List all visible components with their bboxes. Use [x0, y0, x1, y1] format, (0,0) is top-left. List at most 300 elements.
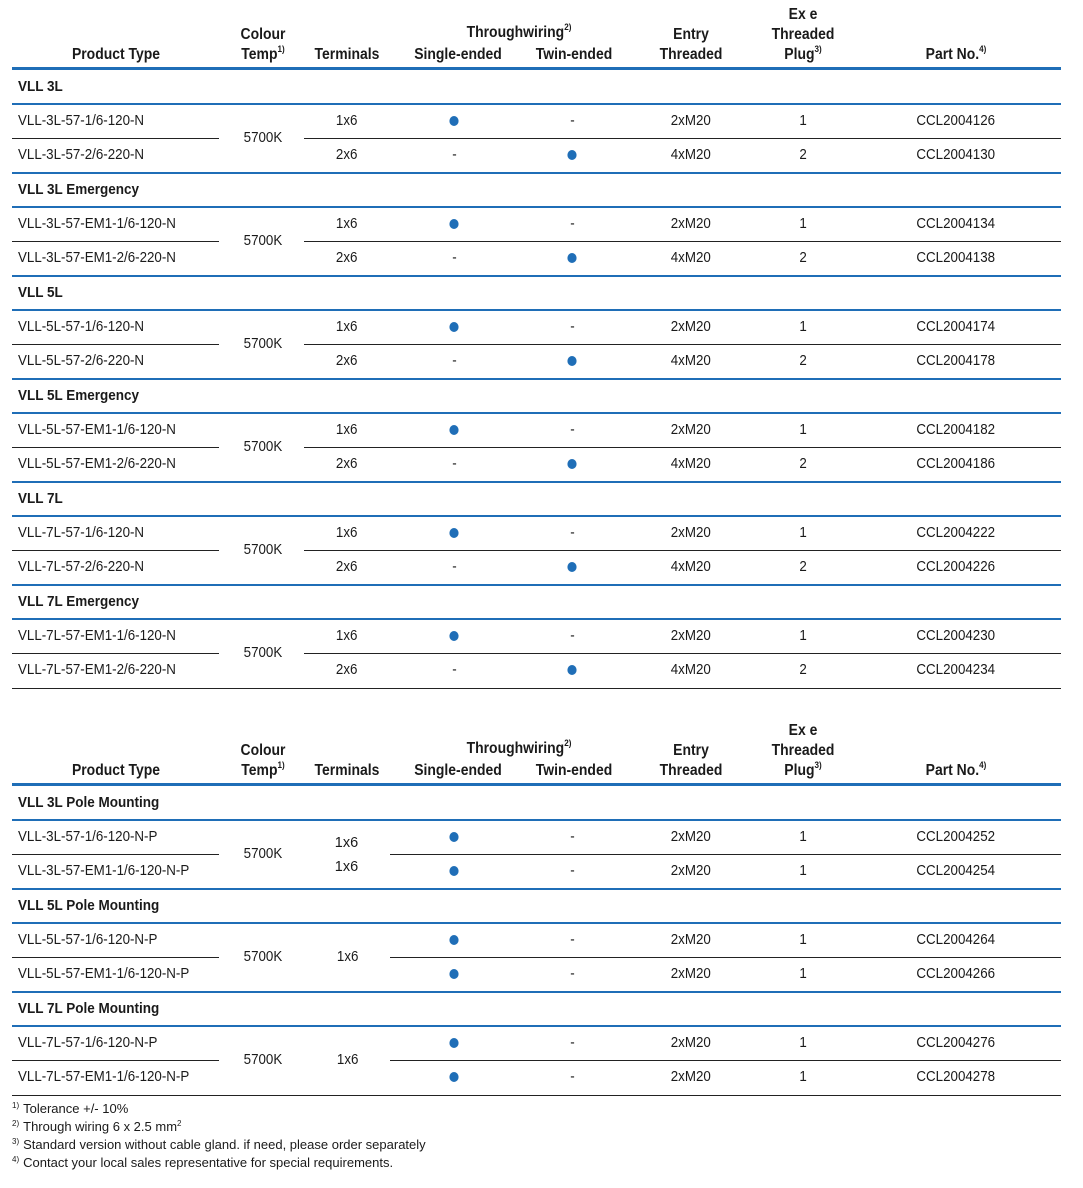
- footnote-text: Through wiring 6 x 2.5 mm: [23, 1119, 178, 1134]
- single-ended-cell: [404, 1061, 504, 1094]
- threaded-plug-cell: [773, 139, 833, 172]
- table-body: [12, 786, 1061, 1094]
- header-part-no-text: Part No.: [925, 762, 980, 779]
- twin-ended-cell: [522, 654, 622, 687]
- entry-threaded-cell: [646, 414, 736, 447]
- colour-temp-text: 5700K: [243, 949, 283, 965]
- single-ended-cell: [404, 517, 504, 550]
- row-divider: [12, 550, 219, 551]
- product-type-text: VLL-3L-57-EM1-1/6-120-N-P: [18, 863, 190, 879]
- threaded-plug-cell-text: 1: [799, 1035, 807, 1051]
- section-title: VLL 5L Pole Mounting: [18, 897, 160, 914]
- entry-threaded-cell-text: 2xM20: [670, 113, 712, 129]
- row-divider: [12, 447, 219, 448]
- product-table-standard: [12, 0, 1061, 687]
- part-number-cell-text: CCL2004230: [916, 628, 996, 644]
- twin-ended-cell: [522, 1061, 622, 1094]
- threaded-plug-cell-text: 1: [799, 113, 807, 129]
- single-ended-cell: [404, 958, 504, 991]
- header-entry-threaded-text: Threaded: [659, 46, 723, 63]
- terminals-cell-text: 2x6: [336, 147, 358, 163]
- colour-temp-text: 5700K: [243, 645, 283, 661]
- header-ex-e-threaded-plug-line: [758, 741, 848, 761]
- dash: -: [569, 1069, 575, 1085]
- colour-temp-text: 5700K: [243, 439, 283, 455]
- twin-ended-cell: [522, 821, 622, 854]
- header-entry-threaded-line: [651, 45, 732, 65]
- terminals-line: 1x6: [334, 835, 359, 851]
- section-heading: [12, 173, 1061, 208]
- footnote-ref: 2): [564, 738, 572, 748]
- product-type-text: VLL-7L-57-2/6-220-N: [18, 559, 145, 575]
- header-ex-e-threaded-plug-line: [758, 721, 848, 741]
- header-ex-e-threaded-plug-line: [758, 761, 848, 781]
- header-entry-threaded-line: [651, 25, 732, 45]
- product-type-text: VLL-7L-57-EM1-1/6-120-N-P: [18, 1069, 190, 1085]
- row-divider: [304, 241, 1061, 242]
- bullet-dot-icon: [449, 832, 458, 842]
- section-title: VLL 5L Emergency: [18, 387, 140, 404]
- product-type-cell: [18, 1027, 170, 1060]
- header-ex-e-threaded-plug-text: Threaded: [771, 26, 835, 43]
- footnote-ref: 1): [277, 44, 285, 54]
- bullet-dot-icon: [567, 562, 576, 572]
- bullet-dot-icon: [449, 935, 458, 945]
- part-number-cell-text: CCL2004252: [916, 829, 996, 845]
- product-type-text: VLL-5L-57-2/6-220-N: [18, 353, 145, 369]
- part-number-cell: [886, 517, 1026, 550]
- terminals-cell-text: 1x6: [336, 113, 358, 129]
- terminals-cell-text: 1x6: [336, 422, 358, 438]
- part-number-cell-text: CCL2004174: [916, 319, 996, 335]
- entry-threaded-cell-text: 2xM20: [670, 966, 712, 982]
- header-twin-ended-line: [525, 45, 624, 65]
- product-type-cell: [18, 414, 190, 447]
- header-single-ended-text: Single-ended: [414, 762, 502, 779]
- entry-threaded-cell-text: 2xM20: [670, 932, 712, 948]
- header-twin-ended-line: [525, 761, 624, 781]
- bullet-dot-icon: [449, 1072, 458, 1082]
- product-type-cell: [18, 821, 170, 854]
- threaded-plug-cell: [773, 958, 833, 991]
- threaded-plug-cell: [773, 855, 833, 888]
- entry-threaded-cell: [646, 345, 736, 378]
- threaded-plug-cell-text: 1: [799, 628, 807, 644]
- header-twin-ended: [525, 45, 624, 65]
- product-type-cell: [18, 1061, 204, 1094]
- bullet-dot-icon: [449, 322, 458, 332]
- table-row: [12, 1061, 1061, 1094]
- threaded-plug-cell-text: 2: [799, 353, 807, 369]
- section-title: VLL 5L: [18, 284, 63, 301]
- entry-threaded-cell: [646, 654, 736, 687]
- product-type-cell: [18, 242, 190, 275]
- product-type-cell: [18, 345, 155, 378]
- header-colour-temp-line: [223, 25, 304, 45]
- terminals-cell-text: 1x6: [336, 216, 358, 232]
- dash: -: [569, 966, 575, 982]
- header-colour-temp-line: [223, 45, 304, 65]
- twin-ended-cell: [522, 958, 622, 991]
- entry-threaded-cell: [646, 821, 736, 854]
- entry-threaded-cell: [646, 208, 736, 241]
- footnote-text: Tolerance +/- 10%: [23, 1101, 129, 1116]
- threaded-plug-cell-text: 1: [799, 319, 807, 335]
- entry-threaded-cell: [646, 1061, 736, 1094]
- entry-threaded-cell: [646, 924, 736, 957]
- colour-temp-text: 5700K: [243, 233, 283, 249]
- terminals-cell: [307, 654, 387, 687]
- header-colour-temp-text: Colour: [240, 742, 286, 759]
- row-group: [12, 517, 1061, 584]
- terminals-cell: [307, 105, 387, 138]
- table-row: [12, 821, 1061, 854]
- header-terminals-text: Terminals: [314, 46, 380, 63]
- colour-temp-text: 5700K: [243, 336, 283, 352]
- product-type-text: VLL-3L-57-EM1-2/6-220-N: [18, 250, 176, 266]
- part-number-cell: [886, 654, 1026, 687]
- terminals-cell-text: 2x6: [336, 559, 358, 575]
- part-number-cell-text: CCL2004266: [916, 966, 996, 982]
- threaded-plug-cell-text: 1: [799, 829, 807, 845]
- part-number-cell-text: CCL2004186: [916, 456, 996, 472]
- header-single-ended: [404, 761, 512, 781]
- dash: -: [451, 559, 457, 575]
- twin-ended-cell: [522, 448, 622, 481]
- single-ended-cell: [404, 551, 504, 584]
- table-row: [12, 855, 1061, 888]
- product-type-text: VLL-7L-57-EM1-2/6-220-N: [18, 662, 176, 678]
- terminals-cell: [307, 448, 387, 481]
- colour-temp-cell: [218, 414, 308, 481]
- dash: -: [451, 353, 457, 369]
- footnote-mark: 2): [12, 1119, 20, 1128]
- group-end-line: [12, 1095, 1061, 1096]
- threaded-plug-cell: [773, 654, 833, 687]
- table-row: [12, 654, 1061, 687]
- footnote-ref: 3): [814, 760, 822, 770]
- twin-ended-cell: [522, 855, 622, 888]
- footnote-text: Contact your local sales representative for special requirements.: [23, 1155, 394, 1170]
- section-heading: [12, 786, 1061, 821]
- bullet-dot-icon: [567, 253, 576, 263]
- section-title: VLL 7L Emergency: [18, 593, 140, 610]
- threaded-plug-cell: [773, 517, 833, 550]
- product-table-pole-mounting: [12, 716, 1061, 1094]
- threaded-plug-cell: [773, 448, 833, 481]
- header-terminals-line: [307, 45, 388, 65]
- table-row: [12, 345, 1061, 378]
- entry-threaded-cell: [646, 1027, 736, 1060]
- header-throughwiring: [429, 23, 609, 43]
- entry-threaded-cell: [646, 958, 736, 991]
- bullet-dot-icon: [567, 356, 576, 366]
- footnote-mark: 3): [12, 1137, 20, 1146]
- entry-threaded-cell: [646, 551, 736, 584]
- dash: -: [569, 113, 575, 129]
- part-number-cell: [886, 855, 1026, 888]
- header-colour-temp-text: Temp: [241, 46, 278, 63]
- single-ended-cell: [404, 821, 504, 854]
- colour-temp-cell: [218, 208, 308, 275]
- terminals-cell: [304, 831, 389, 879]
- threaded-plug-cell: [773, 620, 833, 653]
- threaded-plug-cell: [773, 311, 833, 344]
- product-type-cell: [18, 654, 190, 687]
- threaded-plug-cell: [773, 1027, 833, 1060]
- header-ex-e-threaded-plug: [758, 721, 848, 781]
- section-heading: [12, 992, 1061, 1027]
- threaded-plug-cell-text: 1: [799, 863, 807, 879]
- header-throughwiring: [429, 739, 609, 759]
- header-ex-e-threaded-plug-line: [758, 45, 848, 65]
- footnotes: [12, 1100, 426, 1172]
- entry-threaded-cell: [646, 242, 736, 275]
- colour-temp-cell: [218, 517, 308, 584]
- header-ex-e-threaded-plug-text: Plug: [784, 46, 815, 63]
- header-ex-e-threaded-plug-text: Threaded: [771, 742, 835, 759]
- terminals-line: 1x6: [334, 859, 359, 875]
- header-part-no: [902, 761, 1010, 781]
- header-ex-e-threaded-plug-text: Ex e: [788, 6, 818, 23]
- bullet-dot-icon: [567, 150, 576, 160]
- footnote-superscript: 2: [177, 1119, 182, 1128]
- terminals-cell-text: 1x6: [336, 525, 358, 541]
- header-entry-threaded-line: [651, 741, 732, 761]
- product-type-cell: [18, 620, 190, 653]
- table-row: [12, 924, 1061, 957]
- footnote-item: [12, 1100, 426, 1118]
- header-colour-temp-line: [223, 761, 304, 781]
- colour-temp-cell: [218, 105, 308, 172]
- twin-ended-cell: [522, 105, 622, 138]
- threaded-plug-cell-text: 1: [799, 525, 807, 541]
- product-type-cell: [18, 311, 155, 344]
- entry-threaded-cell-text: 4xM20: [670, 456, 712, 472]
- header-entry-threaded-text: Threaded: [659, 762, 723, 779]
- header-throughwiring-text: Throughwiring: [466, 740, 565, 757]
- table-row: [12, 551, 1061, 584]
- bullet-dot-icon: [449, 1038, 458, 1048]
- entry-threaded-cell-text: 2xM20: [670, 216, 712, 232]
- terminals-cell: [305, 924, 390, 991]
- footnote-ref: 1): [277, 760, 285, 770]
- row-divider: [390, 854, 1061, 855]
- terminals-cell: [307, 311, 387, 344]
- entry-threaded-cell: [646, 139, 736, 172]
- section-title: VLL 3L: [18, 78, 63, 95]
- section-heading: [12, 70, 1061, 105]
- row-divider: [390, 957, 1061, 958]
- part-number-cell-text: CCL2004130: [916, 147, 996, 163]
- part-number-cell: [886, 958, 1026, 991]
- part-number-cell-text: CCL2004278: [916, 1069, 996, 1085]
- header-throughwiring-text: Throughwiring: [466, 24, 565, 41]
- terminals-cell-text: 2x6: [336, 662, 358, 678]
- part-number-cell-text: CCL2004264: [916, 932, 996, 948]
- dash: -: [569, 1035, 575, 1051]
- threaded-plug-cell-text: 1: [799, 1069, 807, 1085]
- table-row: [12, 448, 1061, 481]
- twin-ended-cell: [522, 414, 622, 447]
- section-heading: [12, 889, 1061, 924]
- header-entry-threaded: [651, 25, 732, 65]
- single-ended-cell: [404, 105, 504, 138]
- colour-temp-cell: [218, 1027, 308, 1094]
- footnote-item: [12, 1154, 426, 1172]
- terminals-text: 1x6: [336, 1052, 359, 1068]
- threaded-plug-cell: [773, 345, 833, 378]
- section-heading: [12, 482, 1061, 517]
- footnote-ref: 4): [979, 760, 987, 770]
- dash: -: [451, 662, 457, 678]
- header-twin-ended-text: Twin-ended: [535, 762, 613, 779]
- header-colour-temp-text: Colour: [240, 26, 286, 43]
- part-number-cell: [886, 242, 1026, 275]
- colour-temp-text: 5700K: [243, 1052, 283, 1068]
- part-number-cell: [886, 139, 1026, 172]
- twin-ended-cell: [522, 208, 622, 241]
- twin-ended-cell: [522, 620, 622, 653]
- table-row: [12, 311, 1061, 344]
- single-ended-cell: [404, 855, 504, 888]
- part-number-cell-text: CCL2004182: [916, 422, 996, 438]
- part-number-cell-text: CCL2004226: [916, 559, 996, 575]
- entry-threaded-cell-text: 2xM20: [670, 829, 712, 845]
- colour-temp-cell: [218, 924, 308, 991]
- single-ended-cell: [404, 654, 504, 687]
- dash: -: [451, 456, 457, 472]
- entry-threaded-cell: [646, 448, 736, 481]
- entry-threaded-cell-text: 4xM20: [670, 147, 712, 163]
- threaded-plug-cell-text: 2: [799, 559, 807, 575]
- header-terminals-line: [307, 761, 388, 781]
- product-type-text: VLL-3L-57-1/6-120-N-P: [18, 829, 158, 845]
- part-number-cell: [886, 414, 1026, 447]
- header-product-type: [26, 45, 206, 65]
- product-type-text: VLL-5L-57-EM1-1/6-120-N: [18, 422, 176, 438]
- row-group: [12, 105, 1061, 172]
- header-product-type-text: Product Type: [71, 762, 161, 779]
- part-number-cell: [886, 345, 1026, 378]
- threaded-plug-cell: [773, 924, 833, 957]
- part-number-cell: [886, 924, 1026, 957]
- dash: -: [569, 628, 575, 644]
- section-heading: [12, 585, 1061, 620]
- twin-ended-cell: [522, 139, 622, 172]
- colour-temp-text: 5700K: [243, 846, 283, 862]
- row-group: [12, 208, 1061, 275]
- product-type-text: VLL-5L-57-1/6-120-N: [18, 319, 145, 335]
- part-number-cell: [886, 1027, 1026, 1060]
- entry-threaded-cell-text: 2xM20: [670, 1069, 712, 1085]
- table-row: [12, 517, 1061, 550]
- header-twin-ended-text: Twin-ended: [535, 46, 613, 63]
- single-ended-cell: [404, 620, 504, 653]
- row-group: [12, 311, 1061, 378]
- header-ex-e-threaded-plug-line: [758, 25, 848, 45]
- product-type-cell: [18, 208, 190, 241]
- threaded-plug-cell: [773, 821, 833, 854]
- footnote-mark: 1): [12, 1101, 20, 1110]
- row-divider: [304, 653, 1061, 654]
- terminals-cell-text: 1x6: [336, 628, 358, 644]
- section-heading: [12, 276, 1061, 311]
- part-number-cell-text: CCL2004222: [916, 525, 996, 541]
- entry-threaded-cell-text: 2xM20: [670, 525, 712, 541]
- part-number-cell: [886, 105, 1026, 138]
- section-heading: [12, 379, 1061, 414]
- row-group: [12, 620, 1061, 687]
- table-row: [12, 242, 1061, 275]
- header-ex-e-threaded-plug-text: Ex e: [788, 722, 818, 739]
- terminals-cell: [307, 139, 387, 172]
- header-entry-threaded-text: Entry: [673, 26, 709, 43]
- dash: -: [569, 525, 575, 541]
- single-ended-cell: [404, 448, 504, 481]
- threaded-plug-cell-text: 2: [799, 456, 807, 472]
- product-type-cell: [18, 551, 155, 584]
- section-title: VLL 3L Pole Mounting: [18, 794, 160, 811]
- single-ended-cell: [404, 208, 504, 241]
- header-part-no-line: [902, 761, 1010, 781]
- entry-threaded-cell: [646, 517, 736, 550]
- part-number-cell-text: CCL2004254: [916, 863, 996, 879]
- product-type-text: VLL-5L-57-EM1-2/6-220-N: [18, 456, 176, 472]
- twin-ended-cell: [522, 551, 622, 584]
- product-type-cell: [18, 958, 204, 991]
- header-ex-e-threaded-plug: [758, 5, 848, 65]
- terminals-cell-text: 2x6: [336, 353, 358, 369]
- row-group: [12, 821, 1061, 888]
- threaded-plug-cell: [773, 105, 833, 138]
- footnote-mark: 4): [12, 1155, 20, 1164]
- part-number-cell: [886, 551, 1026, 584]
- threaded-plug-cell-text: 1: [799, 422, 807, 438]
- header-terminals-text: Terminals: [314, 762, 380, 779]
- dash: -: [569, 422, 575, 438]
- product-type-cell: [18, 855, 204, 888]
- terminals-cell: [307, 551, 387, 584]
- threaded-plug-cell-text: 2: [799, 662, 807, 678]
- single-ended-cell: [404, 139, 504, 172]
- header-ex-e-threaded-plug-line: [758, 5, 848, 25]
- table-row: [12, 105, 1061, 138]
- dash: -: [569, 319, 575, 335]
- row-divider: [12, 1060, 219, 1061]
- single-ended-cell: [404, 924, 504, 957]
- terminals-cell: [307, 208, 387, 241]
- terminals-cell-text: 2x6: [336, 456, 358, 472]
- part-number-cell: [886, 620, 1026, 653]
- row-divider: [12, 241, 219, 242]
- colour-temp-text: 5700K: [243, 542, 283, 558]
- header-entry-threaded-text: Entry: [673, 742, 709, 759]
- single-ended-cell: [404, 242, 504, 275]
- entry-threaded-cell-text: 4xM20: [670, 662, 712, 678]
- group-end-line: [12, 688, 1061, 689]
- row-divider: [12, 344, 219, 345]
- footnote-item: [12, 1118, 426, 1136]
- threaded-plug-cell-text: 1: [799, 966, 807, 982]
- table-header: [12, 0, 1061, 70]
- product-type-cell: [18, 924, 170, 957]
- header-product-type-line: [26, 45, 206, 65]
- header-colour-temp-text: Temp: [241, 762, 278, 779]
- header-terminals: [307, 761, 388, 781]
- row-divider: [304, 344, 1061, 345]
- threaded-plug-cell: [773, 551, 833, 584]
